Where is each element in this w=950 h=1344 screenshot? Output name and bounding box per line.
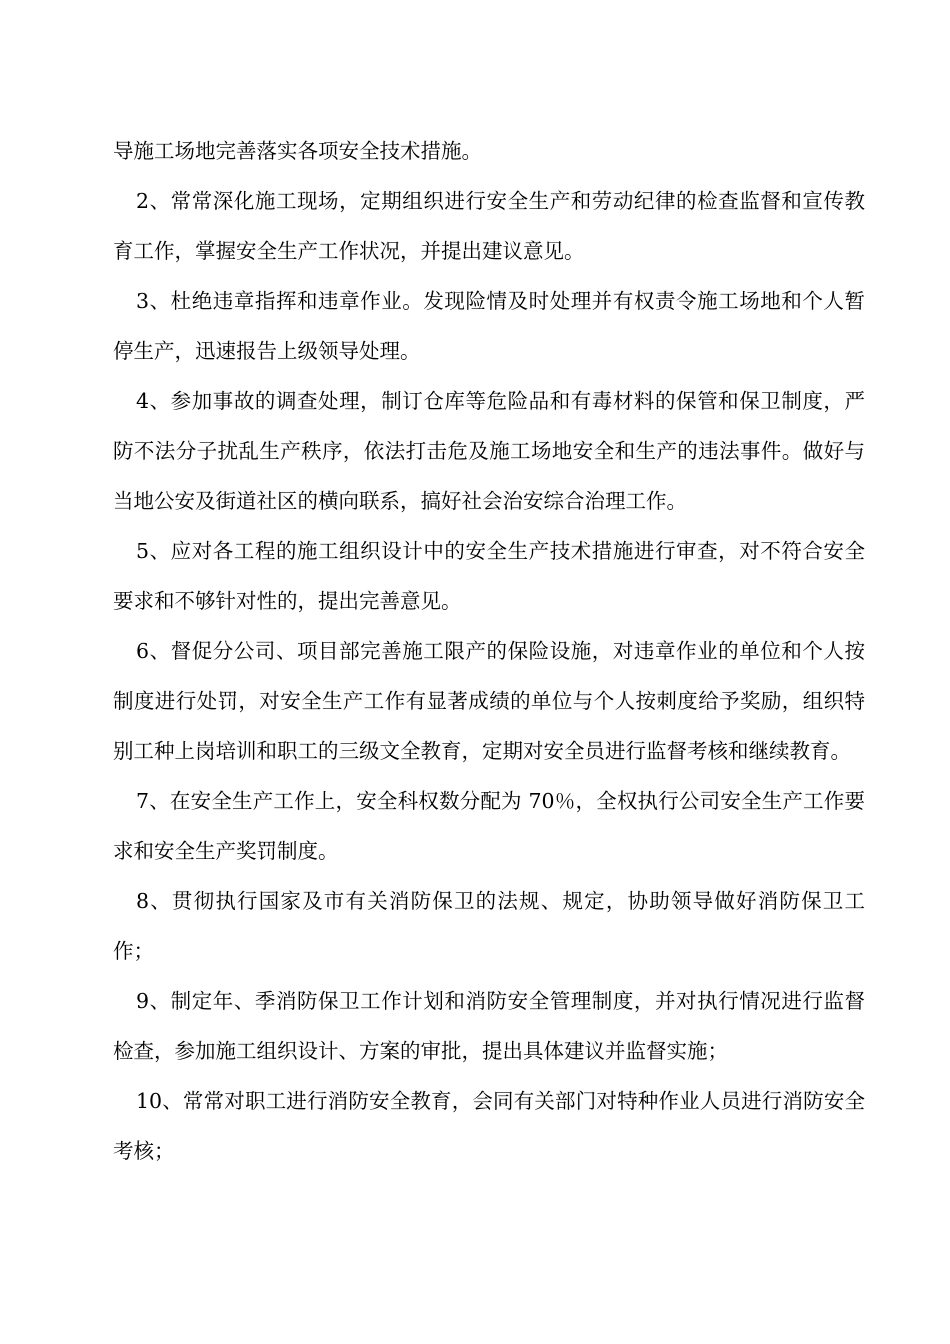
paragraph-item-2: 2、常常深化施工现场，定期组织进行安全生产和劳动纪律的检查监督和宣传教育工作，掌握安全生产工作状况，并提出建议意见。 bbox=[113, 189, 865, 263]
paragraph-item-5: 5、应对各工程的施工组织设计中的安全生产技术措施进行审查，对不符合安全要求和不够针对性的，提出完善意见。 bbox=[113, 539, 865, 613]
paragraph-item-6: 6、督促分公司、项目部完善施工限产的保险设施，对违章作业的单位和个人按制度进行处罚，对安全生产工作有显著成绩的单位与个人按刺度给予奖励，组织特别工种上岗培训和职工的三级文全教育，定期对安全员进行监督考核和继续教育。 bbox=[113, 639, 865, 763]
paragraph-item-7: 7、在安全生产工作上，安全科权数分配为 70％，全权执行公司安全生产工作要求和安全生产奖罚制度。 bbox=[113, 789, 865, 863]
paragraph-item-9: 9、制定年、季消防保卫工作计划和消防安全管理制度，并对执行情况进行监督检查，参加施工组织设计、方案的审批，提出具体建议并监督实施； bbox=[113, 989, 865, 1063]
paragraph-item-10: 10、常常对职工进行消防安全教育，会同有关部门对特种作业人员进行消防安全考核； bbox=[113, 1089, 865, 1163]
paragraph-continuation: 导施工场地完善落实各项安全技术措施。 bbox=[113, 139, 482, 163]
paragraph-item-8: 8、贯彻执行国家及市有关消防保卫的法规、规定，协助领导做好消防保卫工作； bbox=[113, 889, 865, 963]
paragraph-item-3: 3、杜绝违章指挥和违章作业。发现险情及时处理并有权责令施工场地和个人暂停生产，迅速报告上级领导处理。 bbox=[113, 289, 865, 363]
paragraph-item-4: 4、参加事故的调查处理，制订仓库等危险品和有毒材料的保管和保卫制度，严防不法分子扰乱生产秩序，依法打击危及施工场地安全和生产的违法事件。做好与当地公安及街道社区的横向联系，搞好社会治安综合治理工作。 bbox=[113, 389, 865, 513]
document-body bbox=[113, 126, 865, 1176]
